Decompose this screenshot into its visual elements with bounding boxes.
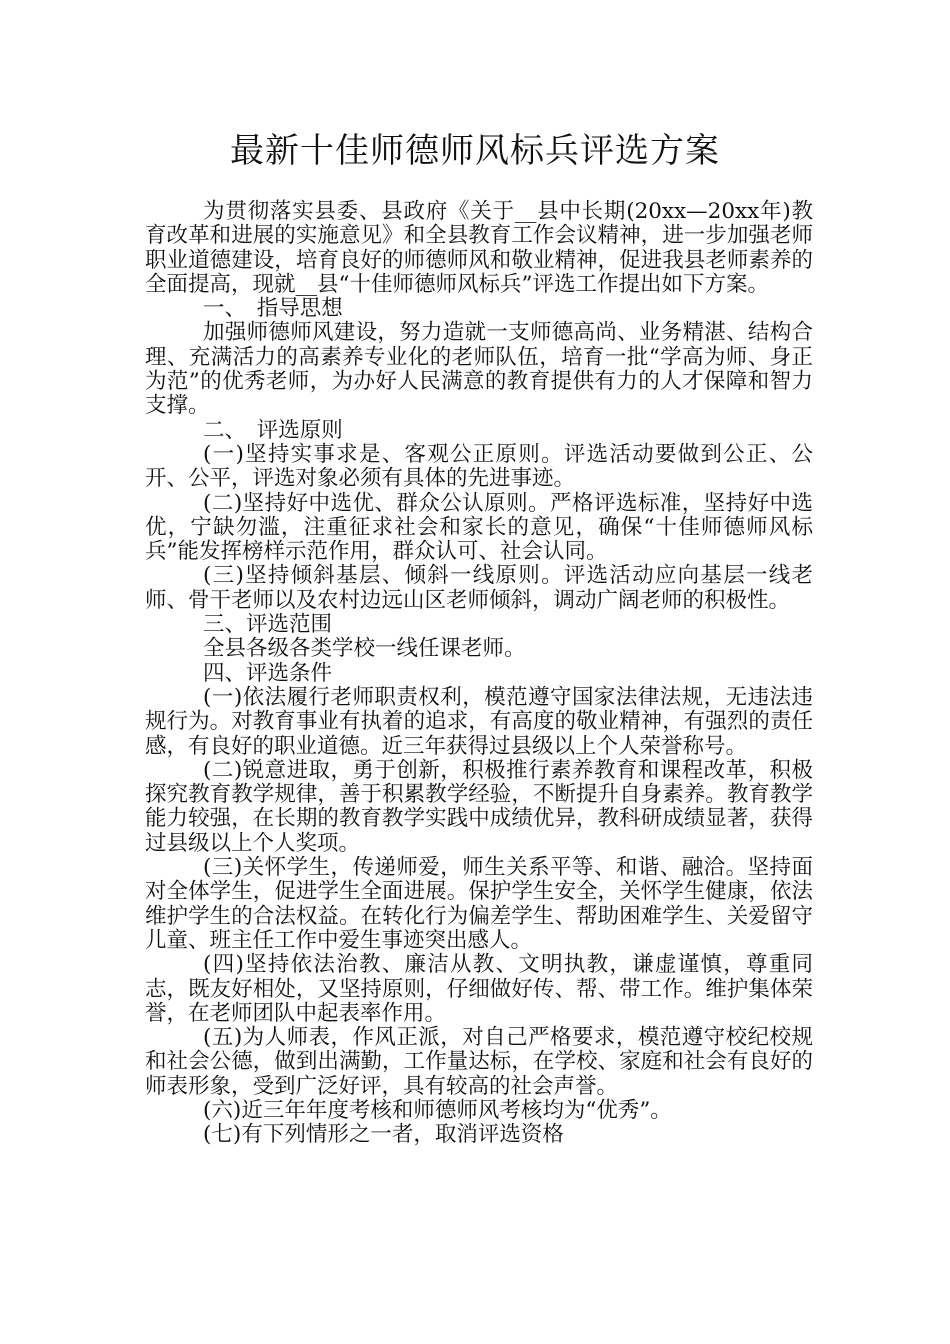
section-heading-selection-principles: 二、 评选原则	[203, 417, 343, 443]
condition-paragraph-1: (一)依法履行老师职责权利，模范遵守国家法律法规，无违法违规行为。对教育事业有执着的追求，有高度的敬业精神，有强烈的责任感，有良好的职业道德。近三年获得过县级以上个人荣誉称号。	[145, 684, 813, 759]
condition-paragraph-2: (二)锐意进取，勇于创新，积极推行素养教育和课程改革，积极探究教育教学规律，善于积累教学经验，不断提升自身素养。教育教学能力较强，在长期的教育教学实践中成绩优异，教科研成绩显著，获得过县级以上个人奖项。	[145, 757, 813, 856]
document-title: 最新十佳师德师风标兵评选方案	[230, 131, 720, 171]
condition-paragraph-4: (四)坚持依法治教、廉洁从教、文明执教，谦虚谨慎，尊重同志，既友好相处，又坚持原则，仔细做好传、帮、带工作。维护集体荣誉，在老师团队中起表率作用。	[145, 952, 813, 1026]
document-body	[145, 200, 813, 1148]
intro-paragraph: 为贯彻落实县委、县政府《关于__县中长期(20xx—20xx年)教育改革和进展的实施意见》和全县教育工作会议精神，进一步加强老师职业道德建设，培育良好的师德师风和敬业精神，促进我县老师素养的全面提高，现就__县“十佳师德师风标兵”评选工作提出如下方案。	[145, 199, 813, 297]
principle-paragraph-1: (一)坚持实事求是、客观公正原则。评选活动要做到公正、公开、公平，评选对象必须有具体的先进事迹。	[145, 441, 813, 492]
selection-scope-paragraph: 全县各级各类学校一线任课老师。	[203, 636, 526, 662]
condition-paragraph-5: (五)为人师表，作风正派，对自己严格要求，模范遵守校纪校规和社会公德，做到出满勤，工作量达标，在学校、家庭和社会有良好的师表形象，受到广泛好评，具有较高的社会声誉。	[145, 1025, 813, 1099]
section-heading-guiding-ideology: 一、 指导思想	[203, 296, 343, 322]
condition-paragraph-7: (七)有下列情形之一者，取消评选资格	[203, 1122, 564, 1148]
section-heading-selection-scope: 三、评选范围	[203, 612, 333, 638]
condition-paragraph-6: (六)近三年年度考核和师德师风考核均为“优秀”。	[203, 1097, 672, 1123]
condition-paragraph-3: (三)关怀学生，传递师爱，师生关系平等、和谐、融洽。坚持面对全体学生，促进学生全面进展。保护学生安全，关怀学生健康，依法维护学生的合法权益。在转化行为偏差学生、帮助困难学生、关爱留守儿童、班主任工作中爱生事迹突出感人。	[145, 855, 813, 953]
principle-paragraph-3: (三)坚持倾斜基层、倾斜一线原则。评选活动应向基层一线老师、骨干老师以及农村边远山区老师倾斜，调动广阔老师的积极性。	[145, 563, 813, 613]
section-heading-selection-conditions: 四、评选条件	[203, 660, 333, 686]
guiding-ideology-paragraph: 加强师德师风建设，努力造就一支师德高尚、业务精湛、结构合理、充满活力的高素养专业化的老师队伍，培育一批“学高为师、身正为范”的优秀老师，为办好人民满意的教育提供有力的人才保障和智力支撑。	[145, 320, 813, 419]
principle-paragraph-2: (二)坚持好中选优、群众公认原则。严格评选标准，坚持好中选优，宁缺勿滥，注重征求社会和家长的意见，确保“十佳师德师风标兵”能发挥榜样示范作用，群众认可、社会认同。	[145, 490, 813, 565]
